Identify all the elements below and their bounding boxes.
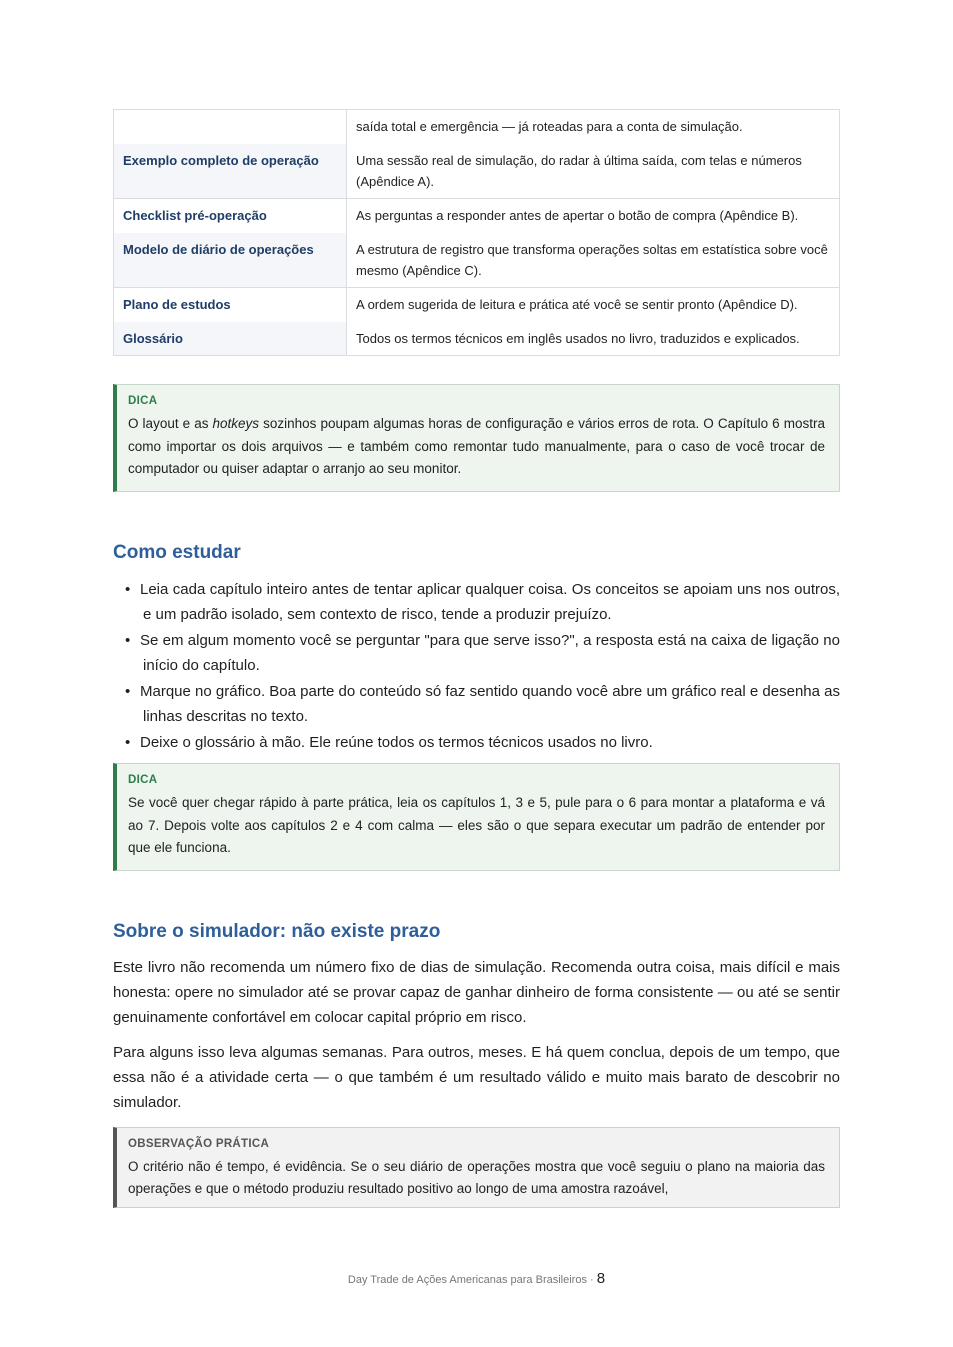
table-key: Exemplo completo de operação — [114, 144, 347, 199]
bullet-text: Marque no gráfico. Boa parte do conteúdo só faz sentido quando você abre um gráfico real e desenha as linhas descritas no texto. — [140, 682, 840, 725]
section-heading: Como estudar — [113, 541, 241, 563]
callout-text — [128, 413, 825, 481]
callout-text-part: sozinhos poupam algumas horas de configuração e vários erros de rota. O Capítulo 6 mostra como importar os dois arquivos — e também como remontar tudo manualmente, para o caso de você trocar de computador ou quiser adaptar o arranjo ao seu monitor. — [128, 416, 825, 476]
table-row — [114, 288, 840, 322]
table-value: Uma sessão real de simulação, do radar à última saída, com telas e números (Apêndice A). — [347, 144, 840, 199]
callout-emphasis: hotkeys — [212, 416, 260, 431]
table-key — [114, 110, 347, 144]
callout-text: O critério não é tempo, é evidência. Se o seu diário de operações mostra que você seguiu o plano na maioria das operações e que o método produziu resultado positivo ao longo de uma amostra razoável, — [128, 1158, 825, 1196]
table-row — [114, 322, 840, 356]
table-key: Plano de estudos — [114, 288, 347, 322]
table-key: Checklist pré-operação — [114, 199, 347, 233]
table-value: A estrutura de registro que transforma operações soltas em estatística sobre você mesmo (Apêndice C). — [347, 233, 840, 288]
section-heading: Sobre o simulador: não existe prazo — [113, 920, 441, 942]
table-value: saída total e emergência — já roteadas para a conta de simulação. — [347, 110, 840, 144]
table-row — [114, 199, 840, 233]
list-item — [113, 628, 840, 679]
bullet-icon: • — [125, 580, 131, 598]
bullet-text: Leia cada capítulo inteiro antes de tentar aplicar qualquer coisa. Os conceitos se apoiam uns nos outros, e um padrão isolado, sem contexto de risco, tende a produzir prejuízo. — [140, 580, 840, 623]
bullet-icon: • — [125, 682, 131, 700]
bullet-text: Se em algum momento você se perguntar "para que serve isso?", a resposta está na caixa de ligação no início do capítulo. — [140, 631, 840, 674]
page-number: 8 — [596, 1270, 606, 1287]
table-row — [114, 233, 840, 288]
table-value: As perguntas a responder antes de apertar o botão de compra (Apêndice B). — [347, 199, 840, 233]
table-row — [114, 110, 840, 144]
table-key: Modelo de diário de operações — [114, 233, 347, 288]
tip-callout — [113, 763, 840, 871]
table-value: A ordem sugerida de leitura e prática até você se sentir pronto (Apêndice D). — [347, 288, 840, 322]
page-content — [113, 109, 840, 1208]
page-footer — [0, 1270, 953, 1287]
bullet-icon: • — [125, 631, 131, 649]
reference-table — [113, 109, 840, 356]
bullet-icon: • — [125, 733, 131, 751]
table-row — [114, 144, 840, 199]
study-bullet-list — [113, 577, 840, 756]
paragraph: Para alguns isso leva algumas semanas. Para outros, meses. E há quem conclua, depois de um tempo, que essa não é a atividade certa — o que também é um resultado válido e muito mais barato de descobrir no simulador. — [113, 1043, 840, 1111]
callout-text: Se você quer chegar rápido à parte prática, leia os capítulos 1, 3 e 5, pule para o 6 para montar a plataforma e vá ao 7. Depois volte aos capítulos 2 e 4 com calma — eles são o que separa executar um padrão de entender por que ele funciona. — [128, 795, 825, 855]
callout-label: DICA — [128, 774, 158, 786]
list-item — [113, 577, 840, 628]
table-key: Glossário — [114, 322, 347, 356]
tip-callout — [113, 384, 840, 492]
callout-text-part: O layout e as — [128, 416, 213, 431]
callout-label: OBSERVAÇÃO PRÁTICA — [128, 1137, 270, 1150]
list-item — [113, 679, 840, 730]
footer-title: Day Trade de Ações Americanas para Brasileiros — [347, 1274, 587, 1286]
footer-separator: · — [590, 1274, 594, 1286]
paragraph: Este livro não recomenda um número fixo de dias de simulação. Recomenda outra coisa, mais difícil e mais honesta: opere no simulador até se provar capaz de ganhar dinheiro de forma consistente — ou até se sentir genuinamente confortável em colocar capital próprio em risco. — [113, 958, 840, 1026]
note-callout — [113, 1127, 840, 1208]
bullet-text: Deixe o glossário à mão. Ele reúne todos os termos técnicos usados no livro. — [140, 733, 653, 751]
list-item — [113, 730, 840, 756]
table-value: Todos os termos técnicos em inglês usados no livro, traduzidos e explicados. — [347, 322, 840, 356]
callout-label: DICA — [128, 395, 158, 407]
